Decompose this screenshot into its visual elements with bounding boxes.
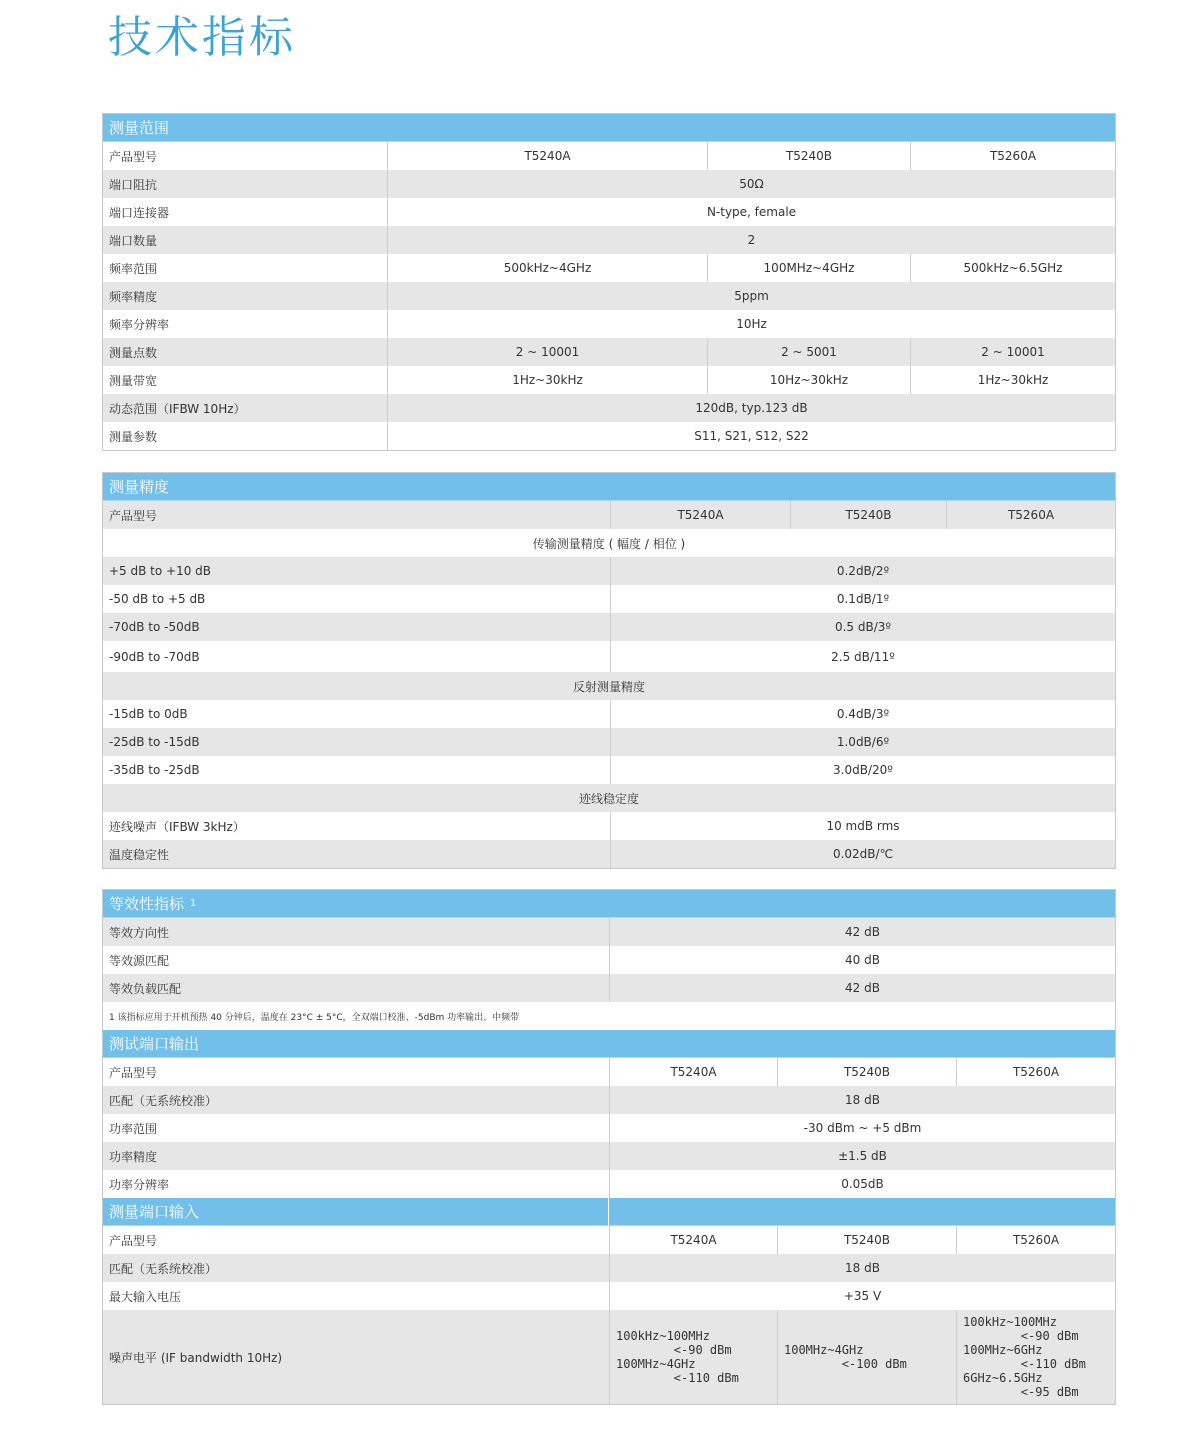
accuracy-header: 测量精度: [103, 473, 1115, 501]
equivalent-header-label: 等效性指标: [109, 895, 185, 913]
range-header: 测量范围: [103, 114, 1115, 142]
reflection-row-label: -25dB to -15dB: [109, 735, 200, 749]
input-row-value: +35 V: [609, 1282, 1115, 1310]
stability-title: 迹线稳定度: [578, 791, 639, 806]
range-row-label: 频率精度: [109, 289, 158, 304]
range-row-impedance: [103, 170, 1115, 198]
range-row-freq-resolution: [103, 310, 1115, 338]
reflection-row-label: -15dB to 0dB: [109, 707, 188, 721]
range-row-value: 120dB, typ.123 dB: [387, 394, 1115, 422]
range-row-frequency: [103, 254, 1115, 282]
output-row: [103, 1114, 1115, 1142]
output-row-value: 18 dB: [609, 1086, 1115, 1114]
reflection-row: [103, 728, 1115, 756]
equivalent-footnote: 1 该指标应用于开机预热 40 分钟后，温度在 23°C ± 5°C，全双端口校准、-5dBm 功率输出、中频带: [109, 1012, 520, 1023]
range-row-label: 端口数量: [109, 233, 158, 248]
transmission-row: [103, 585, 1115, 613]
stability-row: [103, 812, 1115, 840]
stability-row-value: 0.02dB/℃: [610, 840, 1115, 868]
range-model-b: T5240B: [707, 142, 910, 170]
output-row-value: ±1.5 dB: [609, 1142, 1115, 1170]
range-row-value-b: 100MHz~4GHz: [707, 254, 910, 282]
equivalent-row-label: 等效源匹配: [109, 953, 170, 968]
output-model-b: T5240B: [777, 1058, 956, 1086]
range-row-points: [103, 338, 1115, 366]
range-row-label: 频率范围: [109, 261, 158, 276]
output-row: [103, 1142, 1115, 1170]
range-table: [102, 113, 1116, 451]
range-model-row: [103, 142, 1115, 170]
range-model-a: T5240A: [387, 142, 707, 170]
range-row-value-a: 1Hz~30kHz: [387, 366, 707, 394]
equivalent-row: [103, 974, 1115, 1002]
reflection-row-value: 0.4dB/3º: [610, 700, 1115, 728]
output-row-value: -30 dBm ~ +5 dBm: [609, 1114, 1115, 1142]
transmission-row: [103, 613, 1115, 641]
transmission-row-value: 0.5 dB/3º: [610, 613, 1115, 641]
input-model-c: T5260A: [956, 1226, 1115, 1254]
output-row-label: 匹配（无系统校准）: [109, 1093, 218, 1108]
stability-row-value: 10 mdB rms: [610, 812, 1115, 840]
reflection-title: 反射测量精度: [572, 679, 645, 694]
noise-value-a: 100kHz~100MHz <-90 dBm 100MHz~4GHz <-110 dBm: [609, 1310, 777, 1404]
input-row: [103, 1282, 1115, 1310]
input-model-row: [103, 1226, 1115, 1254]
range-row-value: 50Ω: [387, 170, 1115, 198]
transmission-row-label: -50 dB to +5 dB: [109, 592, 206, 606]
equivalent-row-value: 40 dB: [609, 946, 1115, 974]
range-row-value: S11, S21, S12, S22: [387, 422, 1115, 450]
accuracy-model-b: T5240B: [790, 501, 946, 529]
accuracy-model-label: 产品型号: [109, 508, 158, 523]
noise-value-c: 100kHz~100MHz <-90 dBm 100MHz~6GHz <-110 dBm 6GHz~6.5GHz <-95 dBm: [956, 1310, 1115, 1404]
page-title: 技术指标: [108, 12, 296, 63]
range-row-params: [103, 422, 1115, 450]
output-row-value: 0.05dB: [609, 1170, 1115, 1198]
range-row-label: 频率分辨率: [109, 317, 170, 332]
input-header: 测量端口输入: [103, 1198, 609, 1225]
range-row-value: 2: [387, 226, 1115, 254]
range-row-label: 测量点数: [109, 345, 158, 360]
transmission-row: [103, 641, 1115, 672]
output-row: [103, 1086, 1115, 1114]
input-model-b: T5240B: [777, 1226, 956, 1254]
transmission-row-value: 0.2dB/2º: [610, 557, 1115, 585]
output-model-a: T5240A: [609, 1058, 777, 1086]
range-row-value-a: 2 ~ 10001: [387, 338, 707, 366]
equivalent-row-value: 42 dB: [609, 974, 1115, 1002]
stability-row: [103, 840, 1115, 868]
range-row-value-c: 1Hz~30kHz: [910, 366, 1115, 394]
accuracy-model-row: [103, 501, 1115, 529]
accuracy-reflection-title-row: [103, 672, 1115, 700]
transmission-row-value: 2.5 dB/11º: [610, 641, 1115, 672]
transmission-row-label: +5 dB to +10 dB: [109, 564, 212, 578]
range-row-label: 测量带宽: [109, 373, 158, 388]
range-row-ports: [103, 226, 1115, 254]
reflection-row-value: 1.0dB/6º: [610, 728, 1115, 756]
accuracy-model-c: T5260A: [946, 501, 1115, 529]
output-model-c: T5260A: [956, 1058, 1115, 1086]
equivalent-row-label: 等效方向性: [109, 925, 170, 940]
noise-value-b: 100MHz~4GHz <-100 dBm: [777, 1310, 956, 1404]
reflection-row-value: 3.0dB/20º: [610, 756, 1115, 784]
equivalent-row-value: 42 dB: [609, 918, 1115, 946]
reflection-row: [103, 700, 1115, 728]
transmission-row-label: -70dB to -50dB: [109, 620, 200, 634]
range-row-value-b: 10Hz~30kHz: [707, 366, 910, 394]
transmission-title: 传输测量精度 ( 幅度 / 相位 ): [532, 536, 686, 551]
accuracy-transmission-title-row: [103, 529, 1115, 557]
output-row: [103, 1170, 1115, 1198]
input-row-label: 最大输入电压: [109, 1289, 182, 1304]
footnote-mark: 1: [190, 898, 197, 909]
output-model-row: [103, 1058, 1115, 1086]
reflection-row: [103, 756, 1115, 784]
transmission-row-value: 0.1dB/1º: [610, 585, 1115, 613]
equivalent-row: [103, 918, 1115, 946]
range-row-value-c: 500kHz~6.5GHz: [910, 254, 1115, 282]
input-model-a: T5240A: [609, 1226, 777, 1254]
equivalent-footnote-row: [103, 1002, 1115, 1030]
range-model-label: 产品型号: [109, 149, 158, 164]
range-row-value: N-type, female: [387, 198, 1115, 226]
accuracy-stability-title-row: [103, 784, 1115, 812]
stability-row-label: 温度稳定性: [109, 847, 170, 862]
equivalent-header: [103, 890, 1115, 918]
range-row-value-a: 500kHz~4GHz: [387, 254, 707, 282]
range-row-dynamic: [103, 394, 1115, 422]
output-model-label: 产品型号: [109, 1065, 158, 1080]
range-row-bandwidth: [103, 366, 1115, 394]
reflection-row-label: -35dB to -25dB: [109, 763, 200, 777]
transmission-row: [103, 557, 1115, 585]
range-model-c: T5260A: [910, 142, 1115, 170]
noise-label: 噪声电平 (IF bandwidth 10Hz): [109, 1350, 283, 1365]
range-row-value-c: 2 ~ 10001: [910, 338, 1115, 366]
input-noise-row: [103, 1310, 1115, 1404]
range-row-value: 5ppm: [387, 282, 1115, 310]
input-row-value: 18 dB: [609, 1254, 1115, 1282]
transmission-row-label: -90dB to -70dB: [109, 649, 200, 664]
range-row-label: 端口连接器: [109, 205, 170, 220]
range-row-label: 动态范围（IFBW 10Hz）: [109, 401, 246, 416]
output-row-label: 功率范围: [109, 1121, 158, 1136]
range-row-label: 测量参数: [109, 429, 158, 444]
accuracy-model-a: T5240A: [610, 501, 790, 529]
output-header: 测试端口输出: [103, 1030, 1115, 1058]
range-row-label: 端口阻抗: [109, 177, 158, 192]
input-row: [103, 1254, 1115, 1282]
stability-row-label: 迹线噪声（IFBW 3kHz）: [109, 819, 245, 834]
accuracy-table: [102, 472, 1116, 869]
output-row-label: 功率精度: [109, 1149, 158, 1164]
input-model-label: 产品型号: [109, 1233, 158, 1248]
equivalent-row: [103, 946, 1115, 974]
range-row-connector: [103, 198, 1115, 226]
output-row-label: 功率分辨率: [109, 1177, 170, 1192]
input-row-label: 匹配（无系统校准）: [109, 1261, 218, 1276]
input-header-row: [103, 1198, 1115, 1226]
range-row-freq-accuracy: [103, 282, 1115, 310]
equivalent-row-label: 等效负载匹配: [109, 981, 182, 996]
range-row-value: 10Hz: [387, 310, 1115, 338]
equivalent-output-input-table: [102, 889, 1116, 1405]
range-row-value-b: 2 ~ 5001: [707, 338, 910, 366]
